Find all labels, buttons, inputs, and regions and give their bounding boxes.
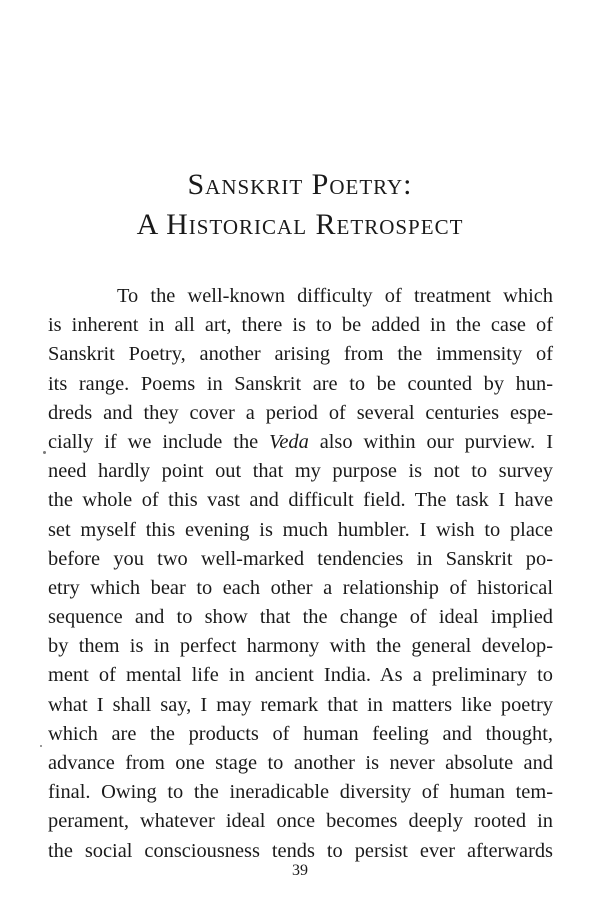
text-line: To the well-known difficulty of treatment which [117,285,553,307]
text-line: ment of mental life in ancient India. As a preliminary to [48,664,553,687]
italic-term: Veda [269,430,309,453]
text-line: need hardly point out that my purpose is not to survey [48,460,553,483]
text-line: advance from one stage to another is never absolute and [48,752,553,774]
text-line: its range. Poems in Sanskrit are to be counted by hun- [48,372,553,395]
text-line: etry which bear to each other a relationship of historical [48,576,553,599]
text-line: dreds and they cover a period of several centuries espe- [48,401,553,424]
body-paragraph [48,282,553,866]
text-fragment: cially if we include the [48,430,270,453]
text-line: what I shall say, I may remark that in matters like poetry [48,693,553,716]
text-fragment: also within our purview. I [308,430,553,453]
print-speck [40,745,42,747]
text-line [48,428,553,457]
chapter-title-line-1: Sanskrit Poetry: [187,168,413,201]
text-line: final. Owing to the ineradicable diversity of human tem- [48,781,553,804]
text-line: by them is in perfect harmony with the general develop- [48,635,553,658]
page-number: 39 [292,862,308,879]
text-line: before you two well-marked tendencies in Sanskrit po- [48,547,553,570]
chapter-title-line-2: A Historical Retrospect [136,208,464,241]
text-line: is inherent in all art, there is to be added in the case of [48,314,553,337]
text-line: which are the products of human feeling and thought, [48,722,553,745]
text-line: Sanskrit Poetry, another arising from the immensity of [48,343,553,366]
text-line: the social consciousness tends to persist ever afterwards [48,839,553,862]
text-line: sequence and to show that the change of ideal implied [48,606,553,629]
text-line: set myself this evening is much humbler. I wish to place [48,518,553,541]
print-speck [43,451,46,454]
text-line: perament, whatever ideal once becomes deeply rooted in [48,810,553,833]
text-line: the whole of this vast and difficult field. The task I have [48,489,553,512]
